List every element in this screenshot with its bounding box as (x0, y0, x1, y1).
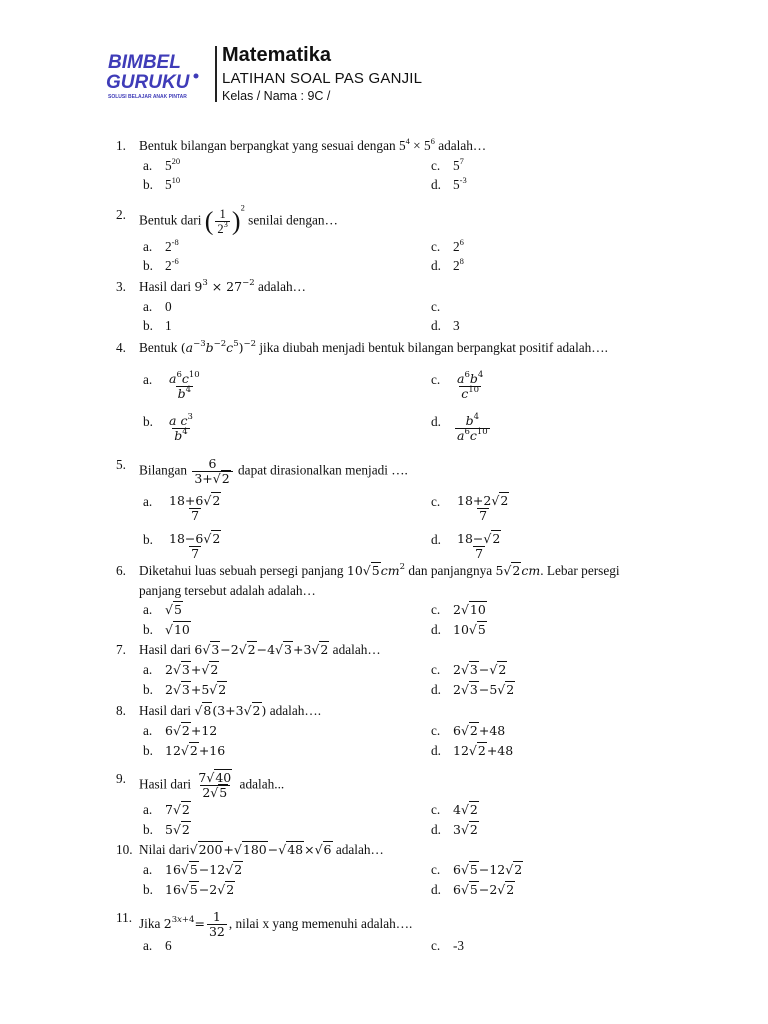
option-b[interactable]: 1 (165, 318, 172, 333)
worksheet-title: LATIHAN SOAL PAS GANJIL (222, 70, 423, 87)
question-text: Hasil dari $9^3 \times 27^{-2}$ adalah… (139, 278, 306, 294)
question-text: Hasil dari 6√3−2√2−4√3+3√2 adalah… (139, 642, 381, 657)
option-d[interactable]: 12√2+48 (453, 743, 514, 758)
question-text: Nilai dari√200+√180−√48×√6 adalah… (139, 842, 384, 857)
option-a[interactable]: $5^{20}$ (165, 156, 181, 173)
question-text: Diketahui luas sebuah persegi panjang $10√5cm^2$ dan panjangnya 5√2cm. Lebar persegi (139, 562, 620, 578)
option-b[interactable]: $2^{-6}$ (165, 256, 179, 273)
question-number: 4. (116, 340, 126, 355)
option-c[interactable]: 6√2+48 (453, 723, 506, 738)
question-number: 11. (116, 910, 133, 925)
question-number: 3. (116, 279, 126, 294)
option-d[interactable]: $\frac{18-√2}{7}$ (457, 531, 501, 561)
question-text: Bentuk dari ( $\frac{1}{2^3}$ )$^2$ senilai dengan… (139, 202, 338, 236)
question-number: 6. (116, 563, 126, 578)
bimbel-guruku-logo (104, 48, 212, 104)
option-d[interactable]: $\frac{b^4}{a^6c^{10}}$ (457, 412, 488, 443)
question-number: 2. (116, 207, 126, 222)
question-text: Bentuk bilangan berpangkat yang sesuai dengan $5^4 \times 5^6$ adalah… (139, 136, 487, 153)
question-number: 10. (116, 842, 133, 857)
option-d[interactable]: 6√5−2√2 (453, 882, 515, 897)
option-b[interactable]: $5^{10}$ (165, 175, 181, 192)
option-c[interactable]: 2√3−√2 (453, 662, 507, 677)
option-d[interactable]: $5^{-3}$ (453, 175, 467, 192)
option-c[interactable]: $\frac{18+2√2}{7}$ (457, 493, 509, 523)
option-c[interactable]: 6√5−12√2 (453, 862, 523, 877)
question-number: 1. (116, 138, 126, 153)
option-a[interactable]: 2√3+√2 (165, 662, 219, 677)
option-c[interactable]: $5^7$ (453, 156, 464, 173)
option-a[interactable]: $\frac{18+6√2}{7}$ (169, 493, 221, 523)
question-text: Jika $2^{3x+4}=$ $\frac{1}{32}$ , nilai x yang memenuhi adalah…. (139, 909, 413, 939)
option-c[interactable]: -3 (453, 938, 465, 953)
option-b[interactable]: √10 (165, 622, 190, 637)
option-a[interactable]: $2^{-8}$ (165, 237, 179, 254)
option-a[interactable]: $\frac{a^6c^{10}}{b^4}$ (169, 370, 200, 401)
option-d[interactable]: 3√2 (453, 822, 478, 837)
option-d[interactable]: 10√5 (453, 622, 486, 637)
question-number: 5. (116, 457, 126, 472)
option-d[interactable]: 2√3−5√2 (453, 682, 515, 697)
header-divider (215, 46, 217, 102)
question-number: 9. (116, 771, 126, 786)
option-b[interactable]: 5√2 (165, 822, 190, 837)
question-text: Hasil dari $\frac{7√40}{2√5}$ adalah... (139, 770, 285, 800)
logo-line2: GURUKU (106, 72, 190, 93)
option-d[interactable]: 3 (453, 318, 460, 333)
class-name-line: Kelas / Nama : 9C / (222, 89, 331, 103)
option-b[interactable]: $\frac{a c^3}{b^4}$ (169, 412, 193, 443)
option-a[interactable]: 7√2 (165, 802, 190, 817)
option-a[interactable]: 6 (165, 938, 172, 953)
option-a[interactable]: 6√2+12 (165, 723, 218, 738)
option-a[interactable]: 16√5−12√2 (165, 862, 243, 877)
question-number: 8. (116, 703, 126, 718)
option-c[interactable]: $\frac{a^6b^4}{c^{10}}$ (457, 370, 484, 401)
question-text: Bentuk $(a^{-3}b^{-2}c^5)^{-2}$ jika diubah menjadi bentuk bilangan berpangkat positif adalah…. (139, 339, 608, 355)
question-text: Bilangan $\frac{6}{3+√2}$ dapat dirasionalkan menjadi …. (139, 456, 408, 486)
logo-line1: BIMBEL (108, 52, 181, 73)
option-b[interactable]: 2√3+5√2 (165, 682, 227, 697)
option-c[interactable]: 2√10 (453, 602, 486, 617)
option-b[interactable]: 12√2+16 (165, 743, 226, 758)
option-a[interactable]: 0 (165, 299, 172, 314)
option-d[interactable]: $2^8$ (453, 256, 464, 273)
option-b[interactable]: 16√5−2√2 (165, 882, 235, 897)
subject-title: Matematika (222, 44, 331, 66)
option-a[interactable]: √5 (165, 602, 182, 617)
logo-tagline: SOLUSI BELAJAR ANAK PINTAR (108, 94, 187, 100)
option-c[interactable]: $2^6$ (453, 237, 464, 254)
question-text: Hasil dari √8(3+3√2) adalah…. (139, 703, 322, 718)
option-c[interactable]: 4√2 (453, 802, 478, 817)
option-b[interactable]: $\frac{18-6√2}{7}$ (169, 531, 221, 561)
question-number: 7. (116, 642, 126, 657)
